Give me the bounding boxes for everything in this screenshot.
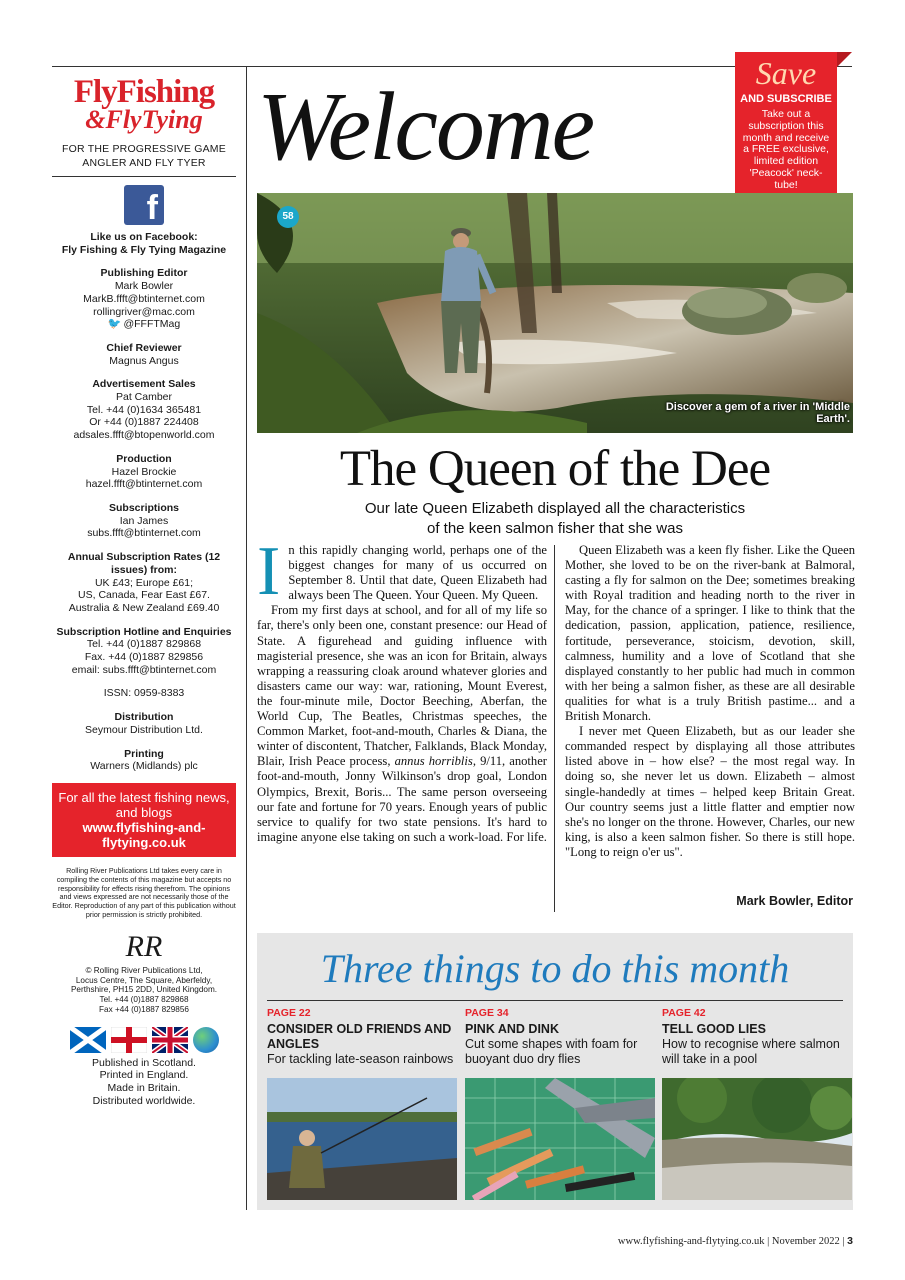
- chief-reviewer-block: Chief Reviewer Magnus Angus: [106, 341, 182, 367]
- rolling-river-logo: RR: [125, 929, 163, 963]
- editor-email[interactable]: MarkB.ffft@btinternet.com: [83, 292, 205, 305]
- three-things-item-2[interactable]: PAGE 34 PINK AND DINK Cut some shapes with foam for buoyant duo dry flies: [465, 1007, 638, 1066]
- twitter-icon: 🐦: [107, 318, 122, 331]
- river-scene-illustration: [257, 193, 853, 433]
- publisher-address: © Rolling River Publications Ltd, Locus Centre, The Square, Aberfeldy, Perthshire, PH15 2DD, United Kingdom. Tel. +44 (0)1887 829868 Fax +44 (0)1887 829856: [70, 965, 218, 1014]
- editor-email-2[interactable]: rollingriver@mac.com: [93, 305, 195, 318]
- facebook-block[interactable]: Like us on Facebook: Fly Fishing & Fly Tying Magazine: [61, 231, 227, 256]
- published-info: Published in Scotland. Printed in England. Made in Britain. Distributed worldwide.: [92, 1056, 196, 1107]
- england-flag-icon: [111, 1027, 147, 1053]
- paragraph: From my first days at school, and for all of my life so far, there's only been one, constant presence: our Head of State. A figurehead and guiding influence with magisterial presence, she was an icon for Britain, always wrapping a reassuring cloak around whatever glories and disasters came our way: war, rationing, Mount Everest, the four-minute mile, Doctor Beeching, Aberfan, the World Cup, The Beatles, Christmas speeches, the Common Market, foot-and-mouth, Charles & Diana, the winter of discontent, Thatcher, Falklands, Black Monday, Blair, Irish Peace process, annus horriblis, 9/11, another foot-and-mouth, Jonny Wilkinson's drop goal, London Olympics, Brexit, Boris... The same person overseeing our fate and fortune for 70 years. Enough years of public service to qualify for two state pensions. It's hard to imagine anyone else taking on such a work-load. For life.: [257, 603, 548, 844]
- production-block: Production Hazel Brockie hazel.ffft@btinternet.com: [52, 453, 236, 491]
- rates-block: Annual Subscription Rates (12 issues) from: UK £43; Europe £61; US, Canada, Fear East £67. Australia & New Zealand £69.40: [67, 551, 221, 614]
- foam-flies-photo[interactable]: [465, 1078, 655, 1200]
- divider: [267, 1000, 843, 1001]
- article-standfirst: Our late Queen Elizabeth displayed all the characteristics of the keen salmon fisher that she was: [364, 500, 746, 537]
- subscriptions-block: Subscriptions Ian James subs.ffft@btinternet.com: [52, 502, 236, 540]
- page-footer: www.flyfishing-and-flytying.co.uk | November 2022 | 3: [617, 1235, 853, 1247]
- article-column-1: [257, 533, 548, 845]
- promo-corner-fold: [837, 52, 852, 67]
- subscriptions-email[interactable]: subs.ffft@btinternet.com: [87, 527, 201, 540]
- twitter-handle[interactable]: 🐦 @FFFTMag: [107, 318, 181, 331]
- hotline-block: Subscription Hotline and Enquiries Tel. +44 (0)1887 829868 Fax. +44 (0)1887 829856 email: subs.ffft@btinternet.com: [52, 626, 236, 677]
- paragraph: Queen Elizabeth was a keen fly fisher. Like the Queen Mother, she loved to be on the river-bank at Balmoral, casting a fly for salmon on the Dee; sometimes breaking with Royal tradition and heading north to the river in May, for the chance of a springer. I like to think that the dedication, passion, application, patience, resilience, fortitude, perseverance, stoicism, devotion, skill, calmness, humility and a love of Scotland that she displayed constantly to her public had much in common with her being a salmon fisher, as these are all desirable qualities for what is a truly British pastime... and a British Monarch.: [565, 543, 855, 724]
- rainbows-photo[interactable]: [267, 1078, 457, 1200]
- column-divider: [554, 545, 555, 912]
- flags-row: [52, 1027, 236, 1053]
- three-things-item-1[interactable]: PAGE 22 CONSIDER OLD FRIENDS AND ANGLES For tackling late-season rainbows: [267, 1007, 454, 1066]
- paragraph: In this rapidly changing world, perhaps one of the biggest changes for many of us occurred on September 8. Until that date, Queen Elizabeth had always been The Queen. Your Queen. My Queen.: [257, 533, 547, 610]
- scotland-flag-icon: [70, 1027, 106, 1053]
- adsales-email[interactable]: adsales.ffft@btopenworld.com: [73, 429, 215, 442]
- website-promo[interactable]: For all the latest fishing news, and blogs www.flyfishing-and-flytying.co.uk: [52, 783, 236, 857]
- three-things-title: Three things to do this month: [320, 946, 790, 991]
- sidebar: [52, 67, 236, 1210]
- subscribe-promo[interactable]: Save AND SUBSCRIBE Take out a subscription this month and receive a FREE exclusive, limited edition 'Peacock' neck-tube!: [735, 52, 837, 235]
- page-badge[interactable]: 58: [277, 206, 299, 228]
- printing-block: Printing Warners (Midlands) plc: [90, 747, 198, 773]
- uk-flag-icon: [152, 1027, 188, 1053]
- facebook-icon[interactable]: f: [124, 185, 164, 225]
- paragraph: I never met Queen Elizabeth, but as our leader she commanded respect by displaying all those attributes listed above in – how else? – the most regal way. In doing so, she never let us down. Elizabeth – almost single-handedly at times – helped keep Britain Great. Our country seems just a little flatter and emptier now she's no longer on the throne. However, Charles, our new king, is also a keen salmon fisher. So there is still hope. "Long to reign o'er us".: [565, 724, 855, 859]
- hero-photo[interactable]: [257, 193, 853, 433]
- page-number: 3: [847, 1235, 853, 1247]
- photo-caption: Discover a gem of a river in 'Middle Earth'.: [665, 401, 850, 425]
- tagline: FOR THE PROGRESSIVE GAME ANGLER AND FLY TYER: [62, 143, 226, 169]
- sidebar-divider: [246, 67, 247, 1210]
- production-email[interactable]: hazel.ffft@btinternet.com: [85, 478, 203, 491]
- salmon-pool-photo[interactable]: [662, 1078, 852, 1200]
- globe-icon: [193, 1027, 219, 1053]
- issn: ISSN: 0959-8383: [103, 687, 185, 700]
- publishing-editor-block: Publishing Editor Mark Bowler MarkB.ffft@btinternet.com rollingriver@mac.com 🐦 @FFFTMag: [52, 267, 236, 331]
- disclaimer: Rolling River Publications Ltd takes every care in compiling the contents of this magazine but accepts no responsibility for effects rising therefrom. The opinions and views expressed are not necessarily those of the Editor. Reproduction of any part of this publication without prior permission is strictly prohibited.: [52, 865, 236, 919]
- drop-cap: I: [257, 533, 281, 610]
- magazine-logo[interactable]: FlyFishing &FlyTying: [73, 74, 215, 135]
- distribution-block: Distribution Seymour Distribution Ltd.: [85, 711, 203, 736]
- advertisement-block: Advertisement Sales Pat Camber Tel. +44 (0)1634 365481 Or +44 (0)1887 224408 adsales.ffft@btopenworld.com: [52, 378, 236, 442]
- three-things-item-3[interactable]: PAGE 42 TELL GOOD LIES How to recognise where salmon will take in a pool: [662, 1007, 840, 1066]
- hotline-email[interactable]: email: subs.ffft@btinternet.com: [71, 663, 217, 676]
- website-link[interactable]: www.flyfishing-and-flytying.co.uk: [82, 819, 206, 850]
- article-column-2: [565, 543, 855, 860]
- welcome-title: Welcome: [257, 73, 594, 181]
- article-headline: The Queen of the Dee: [339, 441, 771, 497]
- divider: [52, 176, 236, 177]
- signature: Mark Bowler, Editor: [736, 894, 853, 908]
